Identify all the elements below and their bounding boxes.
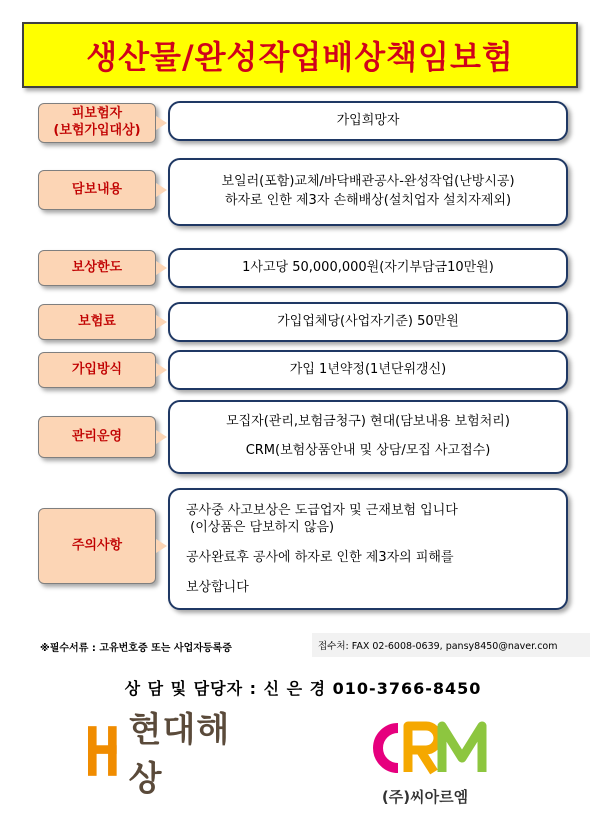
crm-company-name: (주)씨아르엠: [381, 788, 469, 806]
content-method: 가입 1년약정(1년단위갱신): [168, 350, 568, 390]
crm-logo: [360, 716, 490, 806]
content-limit: 1사고당 50,000,000원(자기부담금10만원): [168, 248, 568, 288]
contact-info: 접수처: FAX 02-6008-0639, pansy8450@naver.com: [312, 633, 590, 657]
label-limit: 보상한도: [38, 250, 156, 286]
hyundai-logo: [88, 710, 258, 799]
label-method: 가입방식: [38, 352, 156, 388]
hyundai-h-icon: [88, 723, 117, 779]
content-insured: 가입희망자: [168, 101, 568, 141]
crm-logo-graphic: [360, 716, 490, 778]
arrow-notice: [156, 539, 167, 553]
content-coverage: 보일러(포함)교체/바닥배관공사-완성작업(난방시공) 하자로 인한 제3자 손해배상(설치업자 설치자제외): [168, 158, 568, 226]
arrow-method: [156, 363, 167, 377]
arrow-management: [156, 430, 167, 444]
arrow-insured: [156, 116, 167, 130]
manager-info: 상 담 및 담당자 : 신 은 경 010-3766-8450: [124, 679, 482, 698]
page-title: 생산물/완성작업배상책임보험: [22, 22, 578, 88]
hyundai-logo-text: 현대해상: [128, 710, 231, 799]
content-premium: 가입업체당(사업자기준) 50만원: [168, 302, 568, 342]
content-management: 모집자(관리,보험금청구) 현대(담보내용 보험처리) CRM(보험상품안내 및 상담/모집 사고접수): [168, 400, 568, 474]
label-management: 관리운영: [38, 416, 156, 458]
label-premium: 보험료: [38, 304, 156, 340]
arrow-premium: [156, 315, 167, 329]
arrow-limit: [156, 261, 167, 275]
label-insured: 피보험자 (보험가입대상): [38, 103, 156, 143]
required-documents: ※필수서류 : 고유번호증 또는 사업자등록증: [40, 643, 232, 654]
content-notice: 공사중 사고보상은 도급업자 및 근재보험 입니다 (이상품은 담보하지 않음) 공사완료후 공사에 하자로 인한 제3자의 피해를 보상합니다: [168, 488, 568, 610]
arrow-coverage: [156, 183, 167, 197]
label-notice: 주의사항: [38, 508, 156, 584]
label-coverage: 담보내용: [38, 170, 156, 210]
